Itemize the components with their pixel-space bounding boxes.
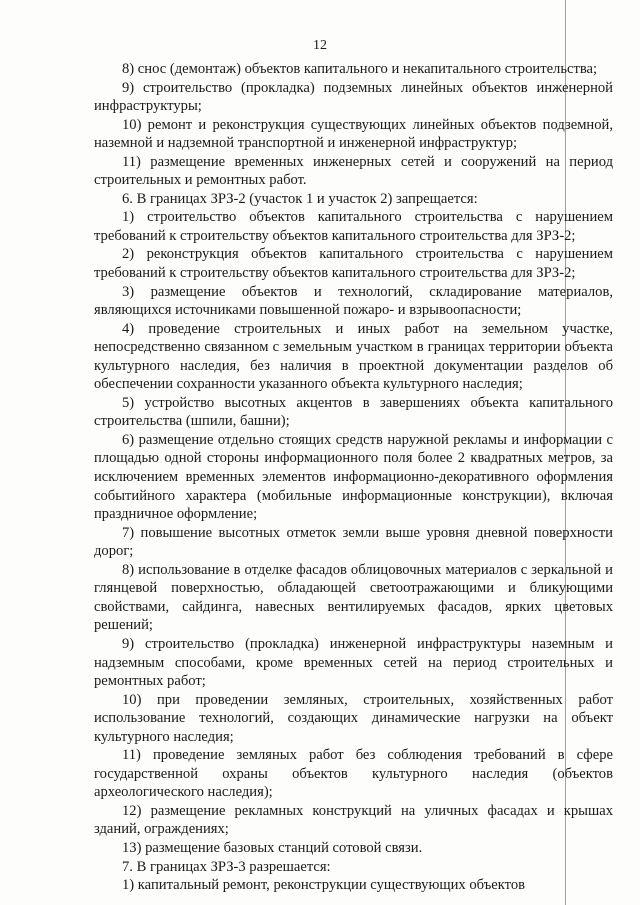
paragraph: 6) размещение отдельно стоящих средств наружной рекламы и информации с площадью одной стороны информационного поля более 2 квадратных метров, за исключением временных элементов информационно-декоративного оформления событийного характера (мобильные информационные конструкции), включая праздничное оформление; xyxy=(94,431,613,523)
paragraph: 9) строительство (прокладка) подземных линейных объектов инженерной инфраструктуры; xyxy=(94,79,613,115)
paragraph: 5) устройство высотных акцентов в завершениях объекта капитального строительства (шпили, башни); xyxy=(94,394,613,430)
paragraph: 9) строительство (прокладка) инженерной инфраструктуры наземным и надземным способами, кроме временных сетей на период строительных и ремонтных работ; xyxy=(94,635,613,690)
paragraph: 8) снос (демонтаж) объектов капитального и некапитального строительства; xyxy=(122,61,598,77)
paragraph: 1) капитальный ремонт, реконструкции существующих объектов xyxy=(122,877,526,894)
paragraph: 13) размещение базовых станций сотовой связи. xyxy=(122,839,423,856)
document-body xyxy=(94,60,613,895)
section-heading: 7. В границах ЗРЗ-3 разрешается: xyxy=(122,858,331,875)
paragraph: 3) размещение объектов и технологий, складирование материалов, являющихся источниками повышенной пожаро- и взрывоопасности; xyxy=(94,283,613,319)
page-number: 12 xyxy=(313,38,327,53)
paragraph: 10) при проведении земляных, строительных, хозяйственных работ использование технологий, создающих динамические нагрузки на объект культурного наследия; xyxy=(94,691,613,745)
paragraph: 10) ремонт и реконструкция существующих линейных объектов подземной, наземной и надземной транспортной и инженерной инфраструктур; xyxy=(94,116,613,152)
paragraph: 11) размещение временных инженерных сетей и сооружений на период строительных и ремонтных работ. xyxy=(94,153,613,189)
paragraph: 2) реконструкция объектов капитального строительства с нарушением требований к строительству объектов капитального строительства для ЗРЗ-2; xyxy=(94,246,613,282)
section-heading: 6. В границах ЗРЗ-2 (участок 1 и участок 2) запрещается: xyxy=(122,190,478,207)
paragraph: 8) использование в отделке фасадов облицовочных материалов с зеркальной и глянцевой поверхностью, обладающей светоотражающими и бликующими свойствами, сайдинга, навесных вентилируемых фасадов, ярких цветовых решений; xyxy=(94,561,613,634)
paragraph: 12) размещение рекламных конструкций на уличных фасадах и крышах зданий, ограждениях; xyxy=(94,802,613,838)
paragraph: 4) проведение строительных и иных работ на земельном участке, непосредственно связанном с земельным участком в границах территории объекта культурного наследия, без наличия в проектной документации разделов об обеспечении сохранности указанного объекта культурного наследия; xyxy=(94,320,613,393)
paragraph: 7) повышение высотных отметок земли выше уровня дневной поверхности дорог; xyxy=(94,524,613,560)
paragraph: 11) проведение земляных работ без соблюдения требований в сфере государственной охраны объектов культурного наследия (объектов археологического наследия); xyxy=(94,747,613,801)
paragraph: 1) строительство объектов капитального строительства с нарушением требований к строительству объектов капитального строительства для ЗРЗ-2; xyxy=(94,209,613,244)
